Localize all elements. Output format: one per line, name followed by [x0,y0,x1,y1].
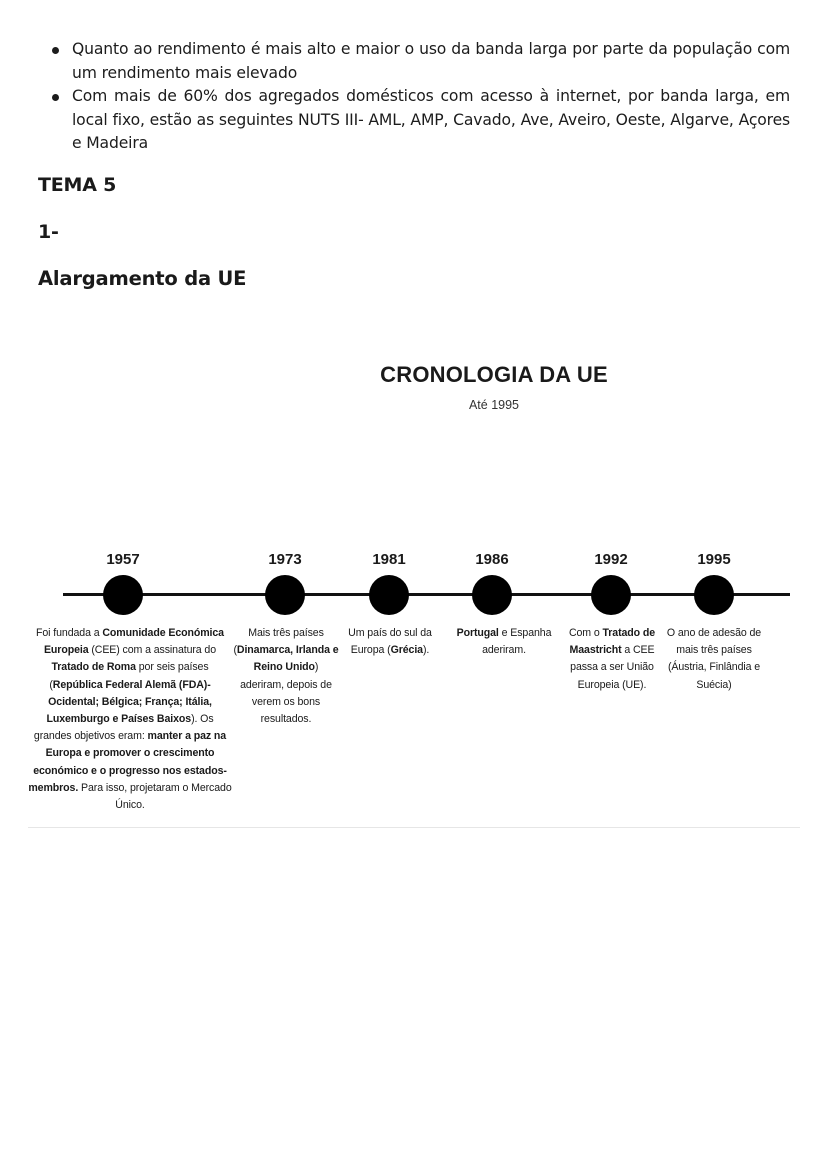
text-segment: a CEE passa a ser União Europeia (UE). [570,644,655,691]
text-segment: O ano de adesão de mais três países (Áustria, Finlândia e Suécia) [666,627,762,691]
timeline-node-icon [472,575,512,615]
emphasized-text: manter a paz na Europa e promover o crescimento económico e o progresso nos estados-membros. [28,730,227,794]
infographic-title: CRONOLOGIA DA UE [380,362,608,387]
infographic-subtitle: Até 1995 [468,398,520,412]
event-description [562,625,662,694]
timeline-node-icon [103,575,143,615]
text-segment: Mais três países ( [233,627,324,657]
text-segment: por seis países ( [49,661,209,691]
event-year: 1981 [372,551,406,568]
bullet-item [38,85,790,156]
emphasized-text: Portugal [456,627,499,639]
eu-timeline-infographic [28,340,800,828]
event-year: 1995 [697,551,731,568]
event-year: 1986 [475,551,509,568]
emphasized-text: Tratado de Maastricht [569,627,656,657]
event-description [662,625,766,694]
emphasized-text: Grécia [390,644,423,657]
bullet-item [38,38,790,85]
theme-heading: TEMA 5 [38,174,117,196]
bullet-dot-icon [52,47,59,54]
timeline-node-icon [369,575,409,615]
section-heading: Alargamento da UE [38,267,247,290]
text-segment: Foi fundada a [36,627,103,639]
event-description [340,625,440,659]
text-segment: (CEE) com a assinatura do [88,644,217,657]
text-segment: Com o [568,627,603,639]
bullet-list [38,38,790,156]
emphasized-text: Dinamarca, Irlanda e Reino Unido [236,644,339,674]
event-year: 1957 [106,551,140,568]
bullet-text: Com mais de 60% dos agregados domésticos com acesso à internet, por banda larga, em local fixo, estão as seguintes NUTS III- AML, AMP, Cavado, Ave, Aveiro, Oeste, Algarve, Açores e Madeira [72,87,790,152]
event-description [446,625,562,659]
event-year: 1992 [594,551,628,568]
timeline-axis [63,593,790,596]
question-number: 1- [38,221,59,243]
emphasized-text: República Federal Alemã (FDA)- Ocidental; Bélgica; França; Itália, Luxemburgo e Países Baixos [46,678,212,726]
event-description [232,625,340,728]
text-segment: ). Os grandes objetivos eram: [33,713,214,743]
emphasized-text: Tratado de Roma [51,661,136,674]
text-segment: Um país do sul da Europa ( [348,627,432,657]
timeline-node-icon [694,575,734,615]
timeline-node-icon [265,575,305,615]
text-segment: Para isso, projetaram o Mercado Único. [78,781,232,812]
text-segment: e Espanha aderiram. [482,627,552,657]
text-segment: ). [422,644,430,657]
event-description [28,625,232,814]
event-year: 1973 [268,551,302,568]
text-segment: ) aderiram, depois de verem os bons resultados. [240,661,332,726]
infographic-bottom-rule [28,827,800,828]
emphasized-text: Comunidade Económica Europeia [43,627,224,657]
bullet-dot-icon [52,94,59,101]
bullet-text: Quanto ao rendimento é mais alto e maior o uso da banda larga por parte da população com um rendimento mais elevado [72,40,790,82]
timeline-node-icon [591,575,631,615]
